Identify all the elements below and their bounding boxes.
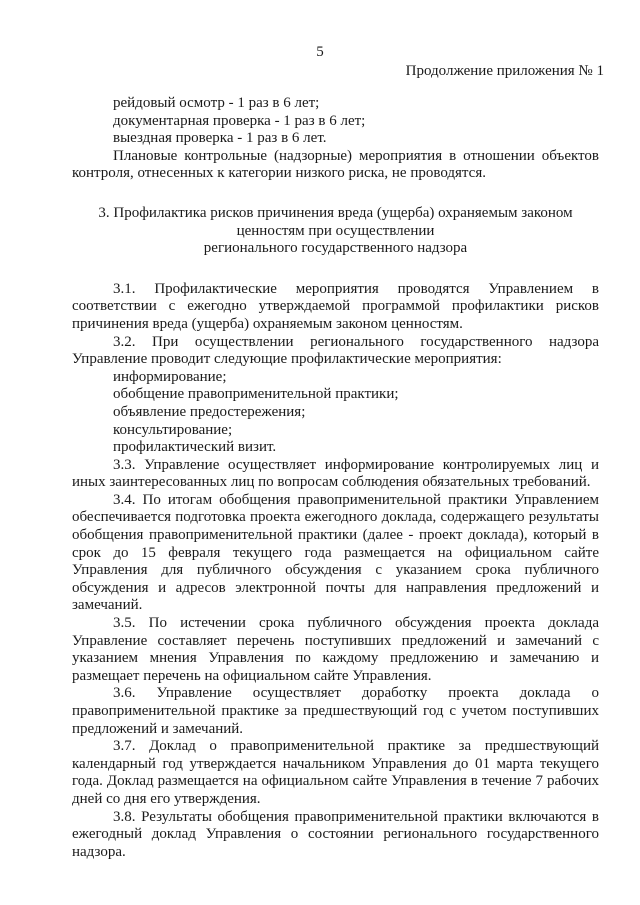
- list-item: объявление предостережения;: [113, 403, 306, 420]
- list-item: профилактический визит.: [113, 439, 277, 456]
- paragraph-3-6: 3.6. Управление осуществляет доработку проекта доклада о правоприменительной практике за предшествующий год с учетом поступивших предложений и замечаний.: [72, 685, 599, 737]
- paragraph-3-7: 3.7. Доклад о правоприменительной практике за предшествующий календарный год утверждается начальником Управления до 01 марта текущего года. Доклад размещается на официальном сайте Управления в течение 7 рабочих дней со дня его утверждения.: [72, 738, 599, 807]
- page-number: 5: [316, 44, 324, 60]
- list-item: документарная проверка - 1 раз в 6 лет;: [113, 112, 366, 129]
- paragraph-low-risk: Плановые контрольные (надзорные) мероприятия в отношении объектов контроля, отнесенных к категории низкого риска, не проводятся.: [72, 147, 599, 182]
- document-body: [72, 95, 599, 861]
- list-item: выездная проверка - 1 раз в 6 лет.: [113, 130, 327, 147]
- paragraph-3-1: 3.1. Профилактические мероприятия проводятся Управлением в соответствии с ежегодно утверждаемой программой профилактики рисков причинения вреда (ущерба) охраняемым законом ценностям.: [72, 280, 599, 332]
- section-heading-line: 3. Профилактика рисков причинения вреда (ущерба) охраняемым законом: [98, 204, 573, 221]
- list-item: обобщение правоприменительной практики;: [113, 386, 399, 403]
- continuation-note: Продолжение приложения № 1: [405, 63, 604, 79]
- paragraph-3-2: 3.2. При осуществлении регионального государственного надзора Управление проводит следующие профилактические мероприятия:: [72, 333, 599, 368]
- paragraph-3-8: 3.8. Результаты обобщения правоприменительной практики включаются в ежегодный доклад Управления о состоянии регионального государственного надзора.: [72, 808, 599, 860]
- section-heading-line: регионального государственного надзора: [203, 240, 468, 257]
- paragraph-3-3: 3.3. Управление осуществляет информирование контролируемых лиц и иных заинтересованных лиц по вопросам соблюдения обязательных требований.: [72, 456, 599, 491]
- paragraph-3-4: 3.4. По итогам обобщения правоприменительной практики Управлением обеспечивается подготовка проекта ежегодного доклада, содержащего результаты обобщения правоприменительной практики (далее - проект доклада), который в срок до 15 февраля текущего года размещается на официальном сайте Управления для публичного обсуждения с указанием срока публичного обсуждения и адресов электронной почты для направления предложений и замечаний.: [72, 491, 599, 614]
- list-item: консультирование;: [113, 421, 233, 438]
- list-item: информирование;: [113, 368, 227, 385]
- section-heading: [72, 205, 599, 258]
- paragraph-3-5: 3.5. По истечении срока публичного обсуждения проекта доклада Управление составляет перечень поступивших предложений и замечаний с указанием мнения Управления по каждому предложению и замечанию и размещает перечень на официальном сайте Управления.: [72, 615, 599, 684]
- list-item: рейдовый осмотр - 1 раз в 6 лет;: [113, 95, 320, 111]
- section-heading-line: ценностям при осуществлении: [236, 222, 435, 239]
